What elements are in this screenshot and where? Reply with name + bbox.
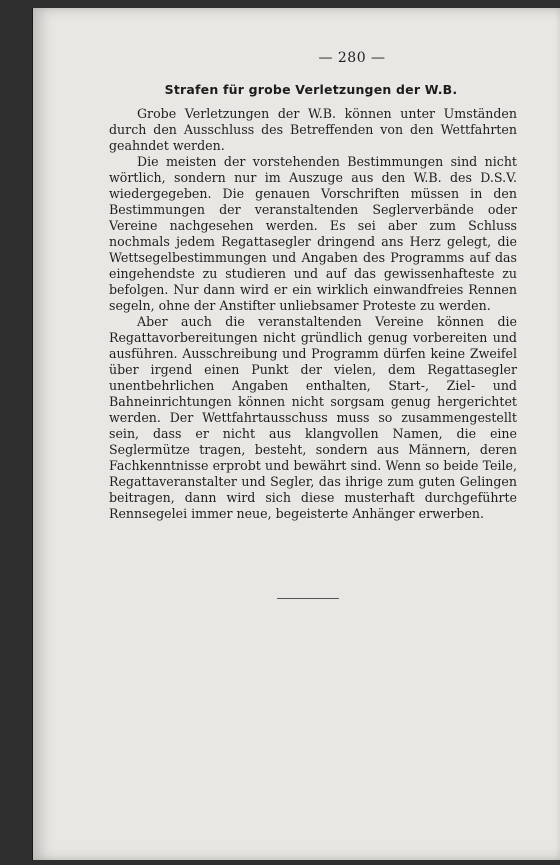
paragraph: Die meisten der vorstehenden Bestimmungen sind nicht wörtlich, sondern nur im Auszuge aus den W.B. des D.S.V. wiedergegeben. Die genauen Vorschriften müssen in den Bestimmungen der veranstaltenden Seglerverbände oder Vereine nachgesehen werden. Es sei aber zum Schluss nochmals jedem Regattasegler dringend ans Herz gelegt, die Wettsegelbestimmungen und Angaben des Programms auf das eingehendste zu studieren und auf das gewissenhafteste zu befolgen. Nur dann wird er ein wirklich einwandfreies Rennen segeln, ohne der Anstifter unliebsamer Proteste zu werden.	[109, 154, 517, 313]
paragraph: Grobe Verletzungen der W.B. können unter Umständen durch den Ausschluss des Betreffenden von den Wettfahrten geahndet werden.	[109, 106, 517, 153]
paragraph: Aber auch die veranstaltenden Vereine können die Regattavorbereitungen nicht gründlich genug vorbereiten und ausführen. Ausschreibung und Programm dürfen keine Zweifel über irgend einen Punkt der vielen, dem Regattasegler unentbehrlichen Angaben enthalten, Start-, Ziel- und Bahneinrichtungen können nicht sorgsam genug hergerichtet werden. Der Wettfahrtausschuss muss so zusammengestellt sein, dass er nicht aus klangvollen Namen, die eine Seglermütze tragen, besteht, sondern aus Männern, deren Fachkenntnisse erprobt und bewährt sind. Wenn so beide Teile, Regattaveranstalter und Segler, das ihrige zum guten Gelingen beitragen, dann wird sich diese musterhaft durchgeführte Rennsegelei immer neue, begeisterte Anhänger erwerben.	[109, 314, 517, 521]
section-divider	[277, 598, 339, 599]
section-heading: Strafen für grobe Verletzungen der W.B.	[164, 82, 458, 97]
page-number: — 280 —	[318, 50, 386, 66]
book-page	[32, 8, 560, 860]
body-text	[109, 106, 517, 522]
